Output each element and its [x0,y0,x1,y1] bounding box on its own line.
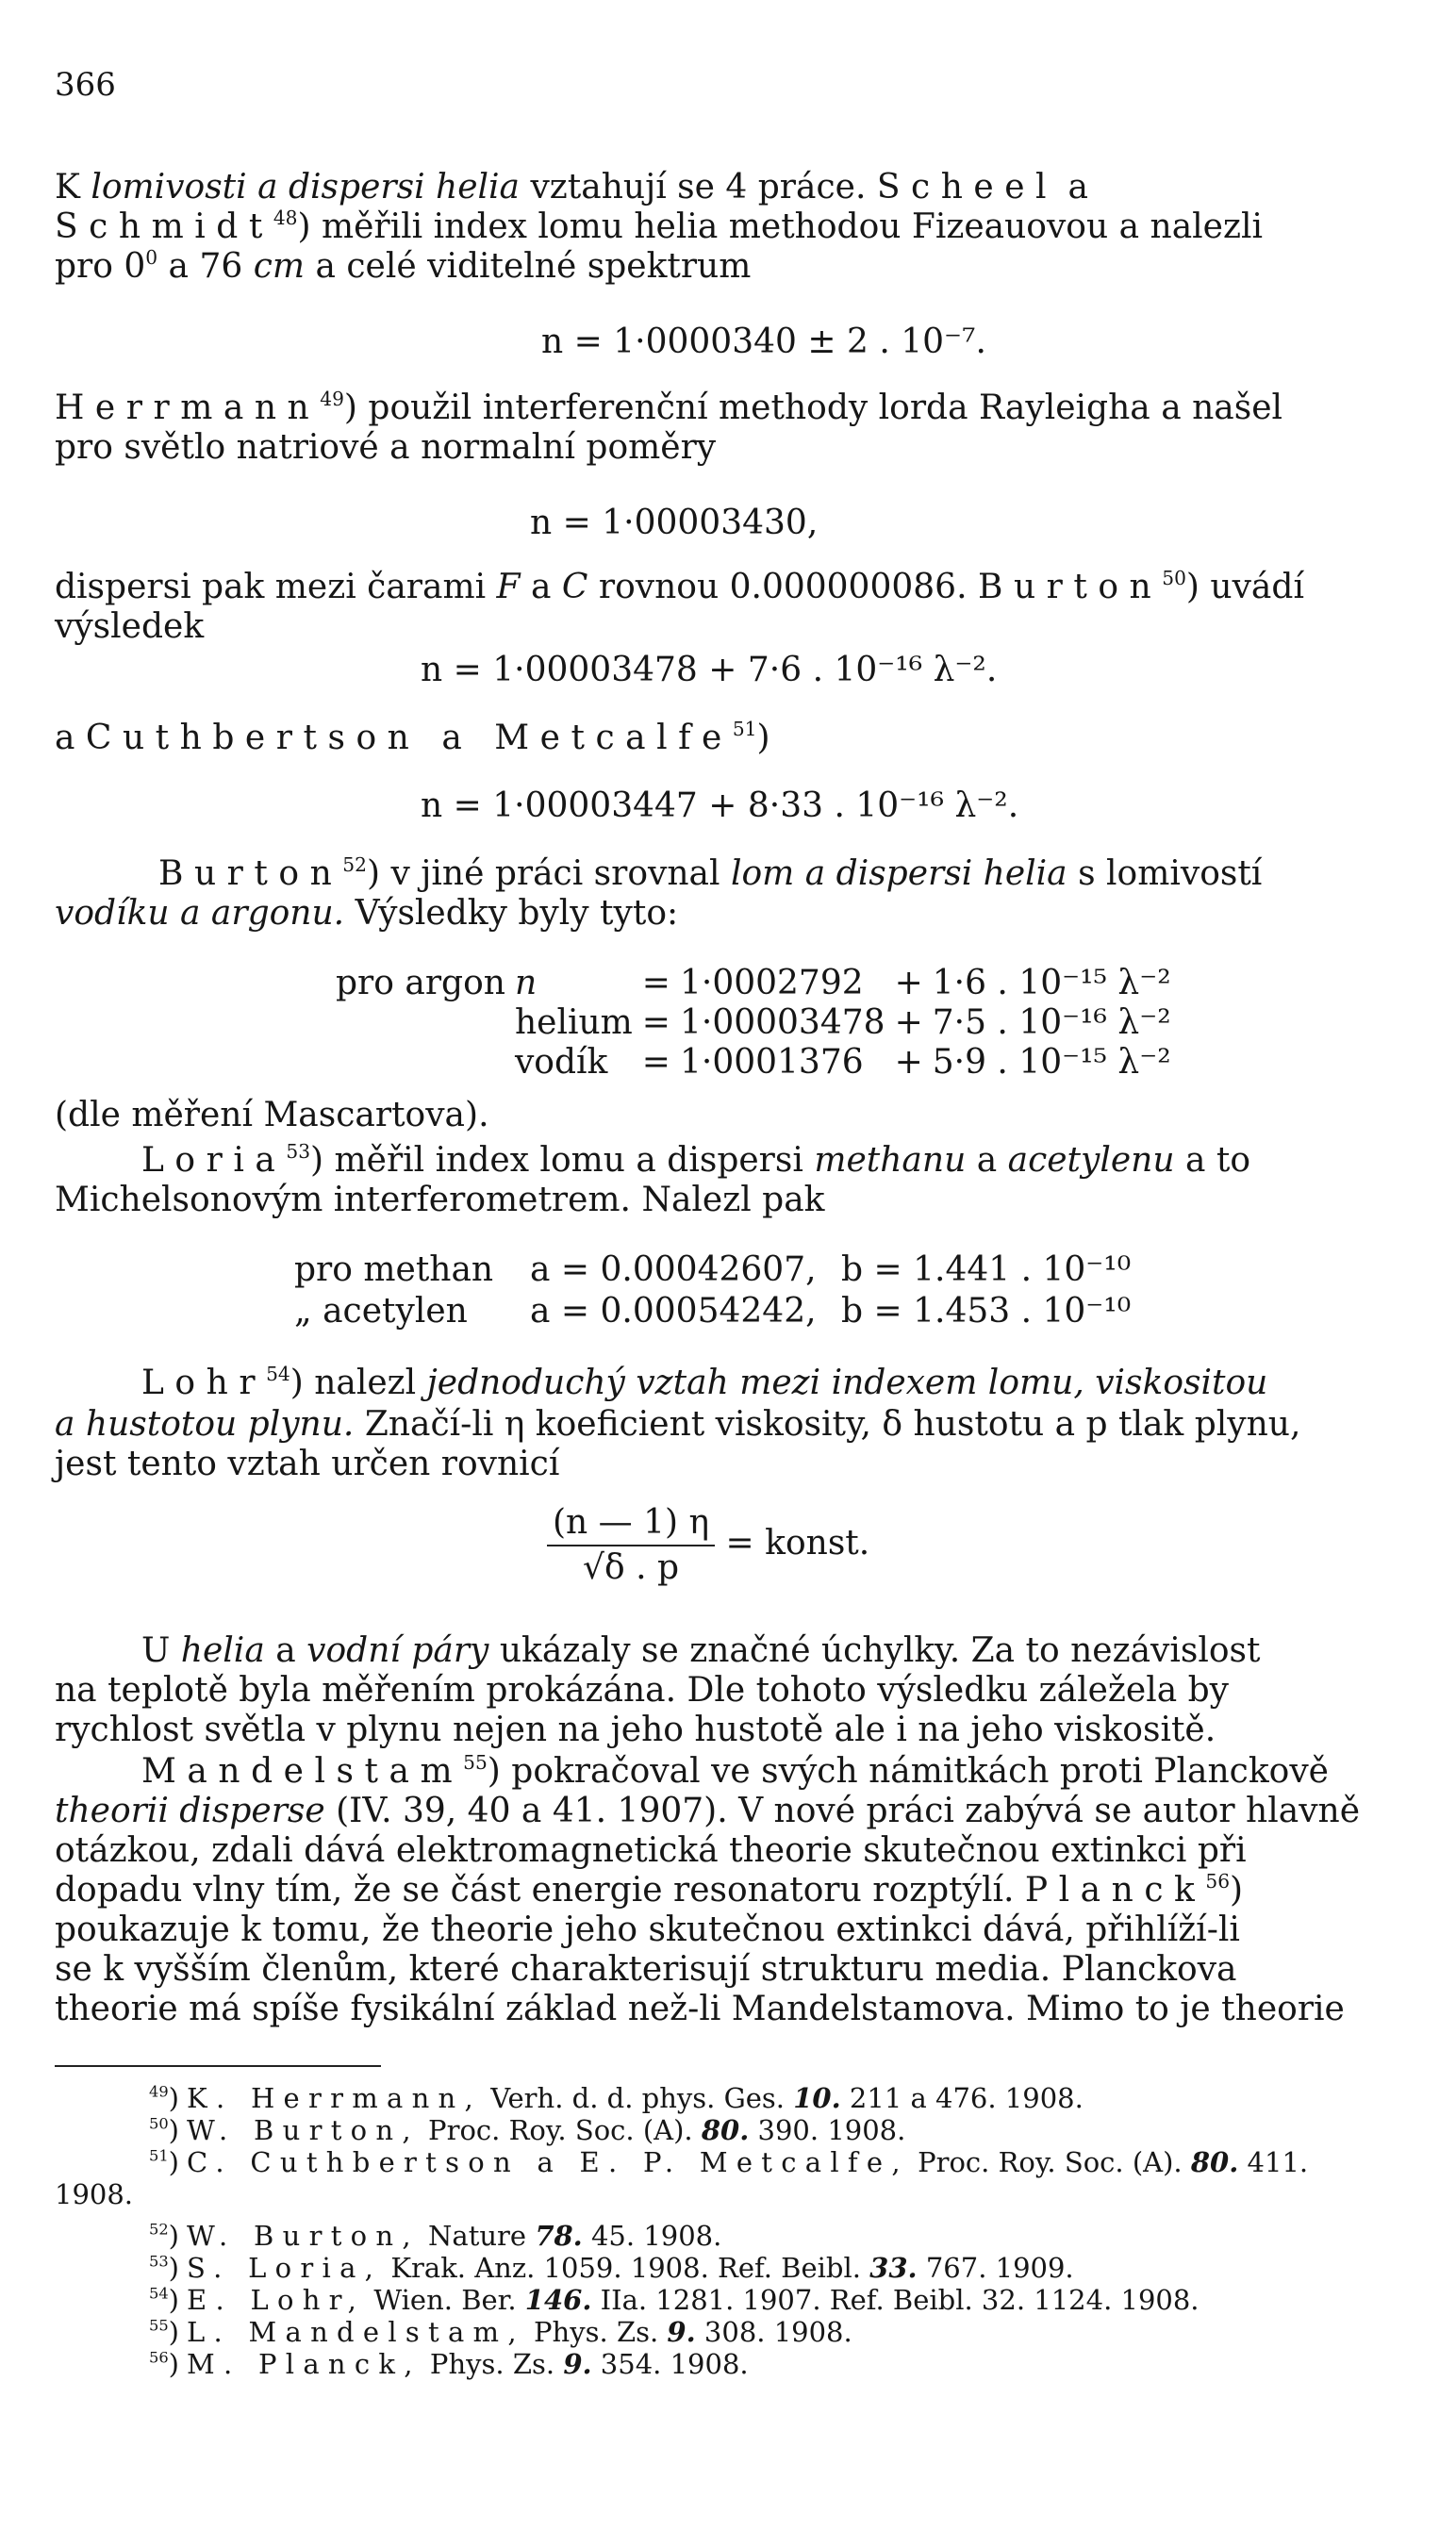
text: ) měřil index lomu a dispersi [310,1141,815,1180]
text: 45. 1908. [582,2220,722,2252]
author-name: Planck [1024,1871,1206,1910]
text: a [55,719,86,757]
text: vztahují se 4 práce. [520,168,877,207]
text: (IV. 39, 40 a 41. 1907). V nové práci zabývá se autor hlavně [324,1792,1361,1830]
numerator: (n — 1) η [547,1501,715,1546]
table-cell: 1·00003478 [679,1003,885,1042]
italic-text: cm [253,247,306,286]
text: 390. 1908. [749,2114,906,2146]
text: a [264,1631,307,1670]
author-name: Schmidt [55,207,273,246]
table-cell: + [894,964,923,1002]
paragraph-line [55,1792,1413,1831]
italic-text: vodíku a argonu. [55,894,345,933]
italic-text: acetylenu [1007,1141,1175,1180]
italic-text: theorii disperse [55,1792,325,1830]
footnote-number: 50 [149,2114,169,2133]
text: a [1057,168,1088,207]
text: Proc. Roy. Soc. (A). [419,2114,702,2146]
text: ) měřili index lomu helia methodou Fizeauovou a nalezli [297,207,1263,246]
text: IIa. 1281. 1907. Ref. Beibl. 32. 1124. 1908. [591,2284,1200,2316]
author-name: E. Lohr, [187,2284,366,2316]
italic-text: lom a dispersi helia [730,854,1067,893]
text: K [55,168,91,207]
paragraph-line: pro světlo natriové a normalní poměry [55,428,717,467]
text: Krak. Anz. 1059. 1908. Ref. Beibl. [382,2252,870,2284]
italic-text: helia [180,1631,265,1670]
table-cell: 1·0001376 [679,1043,864,1082]
text: U [141,1631,181,1670]
page-number: 366 [55,66,116,104]
footnote-divider [55,2065,381,2067]
paragraph-line: výsledek [55,607,205,646]
italic-text: C [561,568,588,606]
table-cell: 7·5 . 10⁻¹⁶ λ⁻² [932,1003,1171,1042]
volume: 146. [524,2284,592,2316]
author-name: S. Loria, [187,2252,383,2284]
author-name: M. Planck, [187,2348,422,2380]
author-name: W. Burton, [187,2220,420,2252]
italic-text: F [496,568,521,606]
table-cell: + [894,1003,923,1042]
text: Phys. Zs. [421,2348,564,2380]
author-name: Herrmann [55,389,321,427]
author-name: Scheel [876,168,1058,207]
author-name: Burton [158,854,343,893]
paragraph-line: se k vyšším členům, které charakterisují strukturu media. Planckova [55,1950,1237,1989]
equation: n = 1·00003447 + 8·33 . 10⁻¹⁶ λ⁻². [421,786,1019,825]
text: Nature [419,2220,536,2252]
footnote-ref: 51 [732,717,757,740]
italic-text: jednoduchý vztah mezi indexem lomu, viskositou [426,1364,1268,1402]
table-cell: 1·6 . 10⁻¹⁵ λ⁻² [932,964,1171,1002]
footnote-number: 51 [149,2146,169,2165]
paragraph-line: otázkou, zdali dává elektromagnetická theorie skutečnou extinkci při [55,1831,1247,1870]
text: ) [756,719,770,757]
table-cell [336,1003,515,1043]
author-name: Mandelstam [141,1752,464,1791]
footnote-number: 54 [149,2284,169,2303]
footnote-number: 56 [149,2348,169,2367]
footnote: $^{52}$) W. Burton, Nature 78. 45. 1908. [149,2220,722,2252]
italic-text: vodní páry [306,1631,489,1670]
paragraph-line [55,1405,1413,1445]
text: a celé viditelné spektrum [305,247,752,286]
text: 354. 1908. [591,2348,749,2380]
author-name: Lohr [141,1364,267,1402]
paragraph-line: jest tento vztah určen rovnicí [55,1445,560,1483]
text: ) nalezl [290,1364,427,1402]
text: b = 1.441 . 10⁻¹⁰ [841,1250,1132,1289]
fraction [547,1501,715,1590]
table-cell: = [641,1003,670,1042]
author-name: Cuthbertson a Metcalfe [85,719,733,757]
footnote-ref: 54 [266,1362,290,1385]
equation: n = 1·00003430, [530,504,819,542]
table-row [336,1043,1181,1083]
text: a [520,568,562,606]
text: a 76 [157,247,254,286]
table-cell: = [641,964,670,1002]
denominator: √δ . p [583,1548,680,1587]
author-name: C. Cuthbertson a E. P. Metcalfe, [187,2146,909,2178]
table-row [336,964,1181,1003]
paragraph-line [158,854,1413,894]
equation-row [294,1292,1131,1331]
volume: 9. [667,2316,696,2348]
text: 411. [1238,2146,1309,2178]
volume: 78. [535,2220,583,2252]
volume: 9. [563,2348,592,2380]
text: a = 0.00054242, [530,1292,817,1331]
text: Proc. Roy. Soc. (A). [908,2146,1191,2178]
table-cell: 1·0002792 [679,964,864,1002]
text: Značí-li η koeficient viskosity, δ hustotu a p tlak plynu, [354,1405,1301,1444]
text: ) uvádí [1185,568,1304,606]
text: pro 0 [55,247,146,286]
text: = konst. [725,1524,870,1563]
table-cell: vodík [514,1043,608,1082]
text: Výsledky byly tyto: [344,894,679,933]
italic-text: methanu [814,1141,967,1180]
paragraph-line [55,894,1413,934]
footnote: $^{56}$) M. Planck, Phys. Zs. 9. 354. 1908. [149,2348,749,2380]
paragraph-line: Michelsonovým interferometrem. Nalezl pak [55,1181,825,1219]
volume: 10. [793,2082,841,2114]
paragraph-line: poukazuje k tomu, že theorie jeho skutečnou extinkci dává, přihlíží-li [55,1910,1240,1949]
superscript: 0 [145,245,158,269]
footnote-number: 55 [149,2316,169,2335]
footnote-ref: 53 [286,1139,311,1163]
text: Phys. Zs. [524,2316,668,2348]
paragraph-line [141,1141,1413,1181]
table-cell: = [641,1043,670,1082]
paragraph-line [55,719,1413,758]
text: dopadu vlny tím, že se část energie resonatoru rozptýlí. [55,1871,1025,1910]
text: ) [1230,1871,1244,1910]
paragraph-line [55,1871,1413,1910]
author-name: Burton [977,568,1163,606]
table-cell [336,1043,515,1083]
author-name: Loria [141,1141,287,1180]
paragraph-line [141,1631,1413,1671]
paragraph-line [55,568,1413,607]
text: ) pokračoval ve svých námitkách proti Planckově [487,1752,1329,1791]
footnote-ref: 55 [463,1750,488,1774]
table-cell: pro argon [336,964,505,1002]
paragraph-line [55,247,1413,287]
paragraph-line [55,389,1413,428]
formula [547,1501,869,1590]
text: 767. 1909. [917,2252,1074,2284]
paragraph-line [55,207,1413,247]
footnote-ref: 48 [273,206,298,229]
paragraph-line: (dle měření Mascartova). [55,1096,489,1134]
footnote-number: 49 [149,2082,169,2101]
text: Wien. Ber. [365,2284,525,2316]
volume: 80. [1190,2146,1239,2178]
footnote: $^{50}$) W. Burton, Proc. Roy. Soc. (A). 80. 390. 1908. [149,2114,906,2146]
text: rovnou 0.000000086. [587,568,978,606]
italic-text: a hustotou plynu. [55,1405,355,1444]
paragraph-line: theorie má spíše fysikální základ než-li Mandelstamova. Mimo to je theorie [55,1990,1345,2028]
volume: 33. [869,2252,918,2284]
text: a = 0.00042607, [530,1250,817,1289]
table-cell: helium [514,1003,633,1042]
text: ) použil interferenční methody lorda Rayleigha a našel [343,389,1283,427]
text: s lomivostí [1067,854,1263,893]
volume: 80. [701,2114,750,2146]
equation: n = 1·00003478 + 7·6 . 10⁻¹⁶ λ⁻². [421,651,998,689]
author-name: L. Mandelstam, [187,2316,525,2348]
footnote-number: 53 [149,2252,169,2271]
paragraph-line [141,1752,1413,1792]
text: dispersi pak mezi čarami [55,568,497,606]
paragraph-line [55,168,1413,207]
footnote: $^{55}$) L. Mandelstam, Phys. Zs. 9. 308. 1908. [149,2316,852,2348]
text: „ acetylen [294,1292,468,1331]
table-cell: 5·9 . 10⁻¹⁵ λ⁻² [932,1043,1171,1082]
footnote: $^{49}$) K. Herrmann, Verh. d. d. phys. Ges. 10. 211 a 476. 1908. [149,2082,1084,2114]
footnote-number: 52 [149,2220,169,2239]
paragraph-line: na teplotě byla měřením prokázána. Dle tohoto výsledku záležela by [55,1671,1230,1710]
paragraph-line [141,1364,1413,1403]
text: a to [1174,1141,1251,1180]
text: 308. 1908. [695,2316,852,2348]
footnote-ref: 49 [320,387,344,410]
footnote-ref: 56 [1205,1869,1231,1893]
table-cell: n [514,964,538,1002]
paragraph-line: rychlost světla v plynu nejen na jeho hustotě ale i na jeho viskositě. [55,1711,1216,1749]
italic-text: lomivosti a dispersi helia [91,168,521,207]
comparison-table [336,964,1181,1083]
text: 211 a 476. 1908. [840,2082,1084,2114]
table-cell: + [894,1043,923,1082]
footnote-ref: 52 [342,852,367,876]
footnote-continuation: 1908. [55,2178,134,2210]
text: Verh. d. d. phys. Ges. [482,2082,794,2114]
text: ukázaly se značné úchylky. Za to nezávislost [488,1631,1261,1670]
footnote: $^{53}$) S. Loria, Krak. Anz. 1059. 1908. Ref. Beibl. 33. 767. 1909. [149,2252,1074,2284]
text: b = 1.453 . 10⁻¹⁰ [841,1292,1132,1331]
author-name: K. Herrmann, [187,2082,483,2114]
author-name: W. Burton, [187,2114,420,2146]
text: pro methan [294,1250,494,1289]
text: ) v jiné práci srovnal [366,854,731,893]
text: a [966,1141,1008,1180]
equation-row [294,1250,1131,1290]
table-row [336,1003,1181,1043]
equation: n = 1·0000340 ± 2 . 10⁻⁷. [541,322,986,361]
footnote: $^{51}$) C. Cuthbertson a E. P. Metcalfe, Proc. Roy. Soc. (A). 80. 411. [149,2146,1309,2178]
footnote-ref: 50 [1162,566,1186,589]
footnote: $^{54}$) E. Lohr, Wien. Ber. 146. IIa. 1281. 1907. Ref. Beibl. 32. 1124. 1908. [149,2284,1200,2316]
